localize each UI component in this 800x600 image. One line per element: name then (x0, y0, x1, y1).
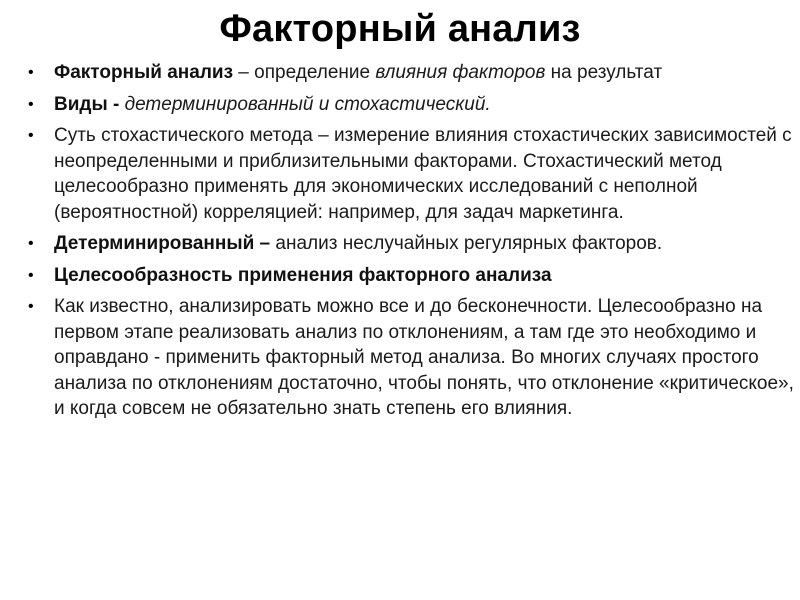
expediency-heading: Целесообразность применения факторного анализа (54, 264, 552, 286)
expediency-text: Как известно, анализировать можно все и до бесконечности. Целесообразно на первом этапе реализовать анализ по отклонениям, а там где это необходимо и оправдано - применить факторный метод анализа. Во многих случаях простого анализа по отклонениям достаточно, чтобы понять, что отклонение «критическое», и когда совсем не обязательно знать степень его влияния. (54, 296, 794, 419)
definition-italic: влияния факторов (375, 62, 546, 83)
term-types: Виды - (54, 93, 120, 115)
term-deterministic: Детерминированный – (54, 233, 271, 254)
bullet-icon: • (28, 127, 34, 144)
bullet-types (24, 92, 794, 118)
bullet-definition (24, 60, 794, 86)
bullet-list (24, 60, 794, 428)
deterministic-text: анализ неслучайных регулярных факторов. (270, 233, 663, 254)
types-list: детерминированный и стохастический. (119, 93, 491, 115)
bullet-expediency-text (24, 294, 794, 422)
bullet-icon: • (28, 266, 34, 284)
bullet-stochastic-method (24, 123, 794, 225)
term-factor-analysis: Факторный анализ (54, 62, 234, 83)
bullet-icon: • (28, 64, 34, 81)
slide-title: Факторный анализ (219, 8, 581, 50)
bullet-deterministic (24, 231, 794, 257)
bullet-icon: • (28, 95, 34, 113)
bullet-expediency-heading (24, 263, 794, 289)
definition-text-end: на результат (545, 62, 663, 83)
bullet-icon: • (28, 298, 34, 315)
bullet-icon: • (28, 235, 34, 252)
definition-text: – определение (233, 62, 376, 83)
stochastic-text: Суть стохастического метода – измерение влияния стохастических зависимостей с неопределенными и приблизительными факторами. Стохастический метод целесообразно применять для экономических исследований с неполной (вероятностной) корреляцией: например, для задач маркетинга. (54, 125, 792, 223)
